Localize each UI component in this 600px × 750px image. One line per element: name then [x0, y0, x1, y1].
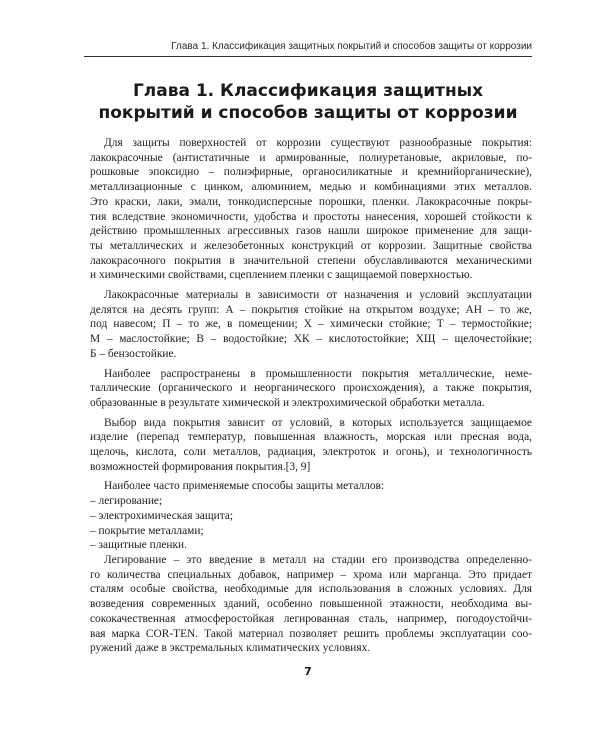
text-line: тия вследствие экономичности, удобства и простоты нанесения, хорошей стойкости к [90, 210, 532, 223]
text-line: возможностей формирования покрытия.[3, 9] [90, 460, 311, 473]
header-rule [84, 56, 532, 57]
paragraph-2 [90, 288, 532, 362]
text-line: образованные в результате химической и электрохимической обработки металла. [90, 396, 485, 409]
paragraph-5 [90, 553, 532, 656]
text-line: ружений даже в экстремальных климатических условиях. [90, 642, 371, 655]
text-line: Б – бензостойкие. [90, 347, 177, 360]
text-line: действию промышленных агрессивных газов нашли широкое применение для защи- [90, 225, 532, 238]
text-line: делятся на десять групп: А – покрытия стойкие на открытом воздухе; АН – то же, [90, 303, 532, 316]
paragraph-4 [90, 416, 532, 475]
running-header: Глава 1. Классификация защитных покрытий и способов защиты от коррозии [171, 41, 532, 52]
list-item: – электрохимическая защита; [90, 509, 234, 522]
paragraph-3 [90, 367, 532, 411]
methods-intro: Наиболее часто применяемые способы защиты металлов: [104, 480, 385, 493]
text-line: Выбор вида покрытия зависит от условий, в которых используется защищаемое [104, 416, 532, 429]
text-line: го количества специальных добавок, например – хрома или марганца. Это придает [90, 568, 532, 581]
text-line: Это краски, лаки, эмали, тонкодисперсные порошки, пленки. Лакокрасочные покры- [90, 195, 532, 208]
text-line: щелочь, кислота, соли металлов, радиация, электроток и огонь), и технологичность [90, 446, 532, 459]
list-item: – легирование; [90, 495, 163, 508]
methods-list [90, 494, 532, 553]
chapter-title-line-1: Глава 1. Классификация защитных [132, 81, 484, 101]
text-line: М – маслостойкие; В – водостойкие; ХК – кислотостойкие; ХЩ – щелочестойкие; [90, 333, 532, 346]
body-text [90, 136, 532, 661]
text-line: Наиболее распространены в промышленности покрытия металлические, неме- [104, 367, 532, 380]
list-item: – защитные пленки. [90, 539, 188, 552]
list-item: – покрытие металлами; [90, 524, 204, 537]
paragraph-1 [90, 136, 532, 283]
text-line: Легирование – это введение в металл на стадии его производства определенно- [104, 553, 532, 566]
chapter-title-line-2: покрытий и способов защиты от коррозии [98, 103, 518, 123]
text-line: лакокрасочные (антистатичные и армированные, полиуретановые, акриловые, по- [90, 151, 532, 164]
text-line: возведения современных зданий, особенно повышенной этажности, необходима вы- [90, 598, 532, 611]
text-line: лакокрасочного покрытия в значительной степени обуславливаются механическими [90, 254, 532, 267]
text-line: ты металлических и железобетонных конструкций от коррозии. Защитные свойства [90, 239, 532, 252]
text-line: и химическими свойствами, сцеплением пленки с защищаемой поверхностью. [90, 269, 473, 282]
text-line: Лакокрасочные материалы в зависимости от назначения и условий эксплуатации [104, 289, 532, 302]
text-line: рошковые эпоксидно – полиэфирные, органосиликатные и кремнийорганические), [90, 166, 532, 179]
text-line: сококачественная атмосферостойкая легированная сталь, например, погодоустойчи- [90, 612, 532, 625]
text-line: изделие (перепад температур, повышенная влажность, морская или пресная вода, [90, 431, 532, 444]
text-line: металлизационные с цинком, алюминием, медью и комбинациями этих металлов. [90, 181, 532, 194]
text-line: под навесом; П – то же, в помещении; Х – химически стойкие; Т – термостойкие; [90, 318, 532, 331]
text-line: Для защиты поверхностей от коррозии существуют разнообразные покрытия: [104, 137, 532, 149]
page-number: 7 [304, 665, 312, 678]
text-line: вая марка COR-TEN. Такой материал позволяет решить проблемы эксплуатации соо- [90, 627, 532, 640]
text-line: сталям особые свойства, необходимые для использования в сложных условиях. Для [90, 583, 532, 596]
chapter-title [84, 80, 532, 124]
text-line: таллические (органического и неорганического происхождения), а также покрытия, [90, 382, 532, 395]
